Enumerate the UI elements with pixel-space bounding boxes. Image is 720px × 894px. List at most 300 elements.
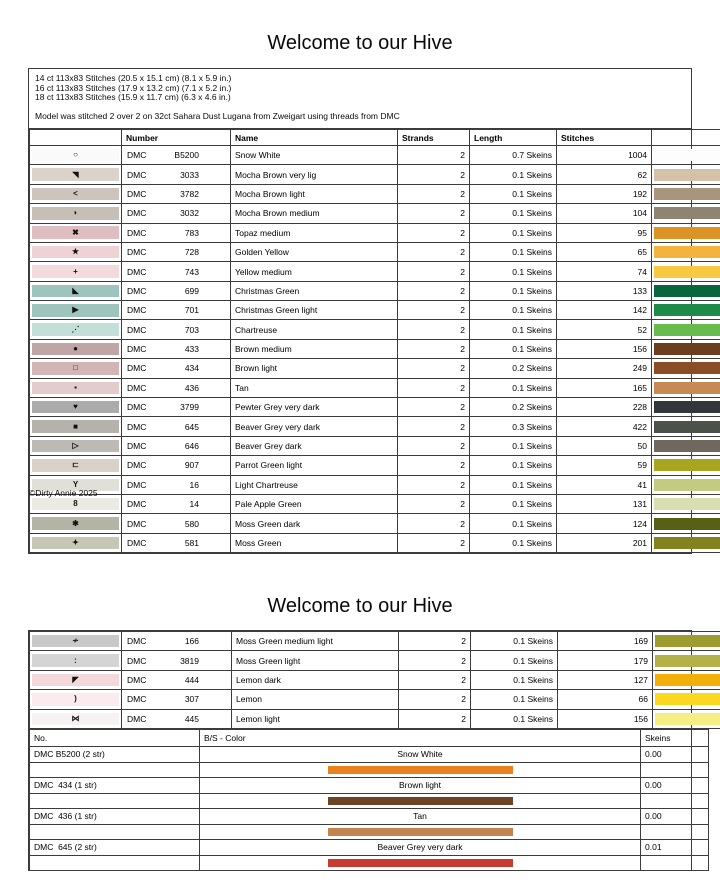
strands-cell: 2 <box>398 301 470 320</box>
color-name-cell: Moss Green light <box>232 651 399 670</box>
color-name-cell: Snow White <box>231 145 398 164</box>
strands-cell: 2 <box>398 417 470 436</box>
legend-row <box>30 417 720 436</box>
number-cell <box>122 514 231 533</box>
header-bs-color: B/S - Color <box>200 729 641 746</box>
legend-row <box>30 690 720 709</box>
dmc-number: 783 <box>184 227 199 238</box>
stitch-symbol: ◤ <box>72 674 79 684</box>
strands-cell: 2 <box>398 359 470 378</box>
legend-row <box>30 533 720 552</box>
dmc-number: 445 <box>184 713 199 724</box>
symbol-cell <box>30 204 122 223</box>
backstitch-bar-row <box>30 855 709 870</box>
stitches-cell: 104 <box>557 204 652 223</box>
thread-legend-table-continued <box>29 631 720 729</box>
color-name-cell: Yellow medium <box>231 262 398 281</box>
stitch-symbol: ○ <box>73 150 78 160</box>
color-name-cell: Topaz medium <box>231 223 398 242</box>
color-swatch <box>654 207 720 219</box>
dmc-prefix: DMC <box>127 363 147 374</box>
backstitch-skeins-cell: 0.00 <box>641 777 709 793</box>
stitch-symbol: ▷ <box>72 441 79 451</box>
dmc-number: 307 <box>184 694 199 705</box>
thread-legend-table <box>29 129 720 553</box>
stitches-cell: 142 <box>557 301 652 320</box>
swatch-cell <box>652 339 720 358</box>
header-bs-no: No. <box>30 729 200 746</box>
dmc-number: 581 <box>184 537 199 548</box>
strands-cell: 2 <box>398 436 470 455</box>
color-name-cell: Moss Green dark <box>231 514 398 533</box>
stitches-cell: 41 <box>557 475 652 494</box>
strands-cell: 2 <box>398 262 470 281</box>
stitches-cell: 192 <box>557 184 652 203</box>
page-title: Welcome to our Hive <box>267 595 453 617</box>
stitches-cell: 52 <box>557 320 652 339</box>
length-cell: 0.1 Skeins <box>470 533 557 552</box>
legend-header-row <box>30 130 720 146</box>
strands-cell: 2 <box>398 339 470 358</box>
color-swatch <box>654 227 720 239</box>
swatch-cell <box>652 456 720 475</box>
legend-row <box>30 165 720 184</box>
dmc-number: 699 <box>184 285 199 296</box>
symbol-cell <box>30 436 122 455</box>
dmc-prefix: DMC <box>127 479 147 490</box>
color-name-cell: Pewter Grey very dark <box>231 398 398 417</box>
symbol-cell <box>30 398 122 417</box>
stitches-cell: 156 <box>558 709 653 728</box>
stitches-cell: 124 <box>557 514 652 533</box>
legend-row <box>30 320 720 339</box>
dmc-number: 907 <box>184 460 199 471</box>
color-name-cell: Pale Apple Green <box>231 495 398 514</box>
number-cell <box>122 301 231 320</box>
number-cell <box>122 632 232 651</box>
dmc-prefix: DMC <box>127 518 147 529</box>
empty-cell <box>641 824 709 839</box>
stitch-symbol: ◥ <box>72 169 79 179</box>
length-cell: 0.1 Skeins <box>470 165 557 184</box>
strands-cell: 2 <box>398 456 470 475</box>
size-info-box <box>29 69 691 129</box>
size-info-line: 14 ct 113x83 Stitches (20.5 x 15.1 cm) (8.1 x 5.9 in.) <box>35 73 232 83</box>
stitches-cell: 50 <box>557 436 652 455</box>
strands-cell: 2 <box>398 514 470 533</box>
symbol-cell <box>30 262 122 281</box>
length-cell: 0.1 Skeins <box>470 514 557 533</box>
dmc-prefix: DMC <box>127 150 147 161</box>
stitches-cell: 62 <box>557 165 652 184</box>
backstitch-number-cell: DMC B5200 (2 str) <box>30 746 200 762</box>
number-cell <box>122 320 231 339</box>
backstitch-color-name-cell: Brown light <box>200 777 641 793</box>
legend-row <box>30 514 720 533</box>
strands-cell: 2 <box>398 165 470 184</box>
dmc-prefix: DMC <box>127 344 147 355</box>
backstitch-bar-row <box>30 824 709 839</box>
dmc-prefix: DMC <box>127 421 147 432</box>
swatch-cell <box>652 514 720 533</box>
stitches-cell: 156 <box>557 339 652 358</box>
empty-cell <box>30 855 200 870</box>
strands-cell: 2 <box>398 398 470 417</box>
symbol-cell <box>30 223 122 242</box>
length-cell: 0.1 Skeins <box>470 320 557 339</box>
dmc-prefix: DMC <box>127 285 147 296</box>
color-name-cell: Light Chartreuse <box>231 475 398 494</box>
length-cell: 0.1 Skeins <box>470 339 557 358</box>
stitch-symbol: ♥ <box>73 402 78 412</box>
stitch-symbol: ■ <box>73 421 78 431</box>
dmc-prefix: DMC <box>127 694 147 705</box>
number-cell <box>122 495 231 514</box>
stitches-cell: 133 <box>557 281 652 300</box>
legend-row <box>30 242 720 261</box>
strands-cell: 2 <box>399 709 471 728</box>
backstitch-skeins-cell: 0.00 <box>641 808 709 824</box>
color-name-cell: Lemon <box>232 690 399 709</box>
dmc-prefix: DMC <box>127 460 147 471</box>
dmc-prefix: DMC <box>127 537 147 548</box>
number-cell <box>122 378 231 397</box>
size-info-line: 16 ct 113x83 Stitches (17.9 x 13.2 cm) (7.1 x 5.2 in.) <box>35 82 232 93</box>
strands-cell: 2 <box>399 632 471 651</box>
dmc-number: 3032 <box>180 208 199 219</box>
color-swatch <box>655 693 720 705</box>
length-cell: 0.1 Skeins <box>471 632 558 651</box>
color-swatch <box>654 440 720 452</box>
backstitch-row <box>30 746 709 762</box>
empty-cell <box>641 793 709 808</box>
header-strands: Strands <box>398 130 470 146</box>
swatch-cell <box>652 262 720 281</box>
stitches-cell: 422 <box>557 417 652 436</box>
legend-row <box>30 632 720 651</box>
number-cell <box>122 475 231 494</box>
backstitch-number-cell: DMC 645 (2 str) <box>30 839 200 855</box>
number-cell <box>122 651 232 670</box>
length-cell: 0.1 Skeins <box>470 301 557 320</box>
stitches-cell: 249 <box>557 359 652 378</box>
swatch-cell <box>652 495 720 514</box>
number-cell <box>122 359 231 378</box>
stitch-symbol: Y <box>72 479 79 489</box>
stitch-symbol: ▶ <box>72 305 79 315</box>
dmc-number: 436 <box>184 382 199 393</box>
empty-cell <box>30 793 200 808</box>
dmc-prefix: DMC <box>127 188 147 199</box>
dmc-prefix: DMC <box>127 247 147 258</box>
length-cell: 0.1 Skeins <box>470 281 557 300</box>
color-name-cell: Brown light <box>231 359 398 378</box>
backstitch-skeins-cell: 0.01 <box>641 839 709 855</box>
legend-row <box>30 301 720 320</box>
color-name-cell: Parrot Green light <box>231 456 398 475</box>
color-name-cell: Golden Yellow <box>231 242 398 261</box>
swatch-cell <box>652 184 720 203</box>
color-swatch <box>655 635 720 647</box>
symbol-cell <box>30 709 122 728</box>
length-cell: 0.1 Skeins <box>471 651 558 670</box>
stitches-cell: 1004 <box>557 145 652 164</box>
length-cell: 0.7 Skeins <box>470 145 557 164</box>
backstitch-number-cell: DMC 434 (1 str) <box>30 777 200 793</box>
dmc-prefix: DMC <box>127 655 147 666</box>
symbol-cell <box>30 378 122 397</box>
dmc-number: 645 <box>184 421 199 432</box>
swatch-cell <box>652 359 720 378</box>
number-cell <box>122 242 231 261</box>
backstitch-bar-row <box>30 793 709 808</box>
header-symbol <box>30 130 122 146</box>
stitch-symbol: + <box>73 266 78 276</box>
dmc-number: 3819 <box>180 655 199 666</box>
legend-row <box>30 359 720 378</box>
strands-cell: 2 <box>399 690 471 709</box>
length-cell: 0.1 Skeins <box>470 378 557 397</box>
dmc-prefix: DMC <box>127 499 147 510</box>
backstitch-bar-cell <box>200 762 641 777</box>
model-info-line: Model was stitched 2 over 2 on 32ct Sahara Dust Lugana from Zweigart using threads from DMC <box>35 110 400 121</box>
symbol-cell <box>30 320 122 339</box>
legend-sheet-2 <box>28 630 692 871</box>
empty-cell <box>641 855 709 870</box>
symbol-cell <box>30 456 122 475</box>
length-cell: 0.1 Skeins <box>470 495 557 514</box>
color-swatch <box>654 246 720 258</box>
stitch-symbol: ✦ <box>72 537 79 547</box>
stitch-symbol: ● <box>73 344 78 354</box>
dmc-prefix: DMC <box>127 324 147 335</box>
backstitch-bar-row <box>30 762 709 777</box>
dmc-number: 444 <box>184 674 199 685</box>
stitch-symbol: ) <box>74 694 77 704</box>
symbol-cell <box>30 690 122 709</box>
number-cell <box>122 223 231 242</box>
dmc-number: B5200 <box>174 150 199 161</box>
backstitch-color-name-cell: Tan <box>200 808 641 824</box>
strands-cell: 2 <box>399 651 471 670</box>
swatch-cell <box>652 281 720 300</box>
symbol-cell <box>30 339 122 358</box>
strands-cell: 2 <box>398 533 470 552</box>
color-swatch <box>655 655 720 667</box>
length-cell: 0.1 Skeins <box>471 670 558 689</box>
dmc-number: 580 <box>184 518 199 529</box>
number-cell <box>122 262 231 281</box>
color-name-cell: Beaver Grey dark <box>231 436 398 455</box>
symbol-cell <box>30 359 122 378</box>
stitches-cell: 127 <box>558 670 653 689</box>
backstitch-row <box>30 839 709 855</box>
dmc-prefix: DMC <box>127 674 147 685</box>
symbol-cell <box>30 514 122 533</box>
legend-row <box>30 281 720 300</box>
dmc-prefix: DMC <box>127 402 147 413</box>
dmc-number: 701 <box>184 305 199 316</box>
swatch-cell <box>652 378 720 397</box>
page-title: Welcome to our Hive <box>267 32 453 54</box>
dmc-number: 3782 <box>180 188 199 199</box>
swatch-cell <box>652 475 720 494</box>
legend-row <box>30 475 720 494</box>
backstitch-bar-cell <box>200 855 641 870</box>
color-swatch <box>655 674 720 686</box>
swatch-cell <box>652 165 720 184</box>
color-name-cell: Mocha Brown very lig <box>231 165 398 184</box>
length-cell: 0.1 Skeins <box>470 436 557 455</box>
empty-cell <box>641 762 709 777</box>
legend-row <box>30 651 720 670</box>
color-swatch <box>654 266 720 278</box>
color-name-cell: Mocha Brown medium <box>231 204 398 223</box>
dmc-prefix: DMC <box>127 382 147 393</box>
header-stitches: Stitches <box>557 130 652 146</box>
color-swatch <box>654 188 720 200</box>
color-name-cell: Tan <box>231 378 398 397</box>
stitch-symbol: ⊏ <box>72 460 79 470</box>
color-swatch <box>654 479 720 491</box>
legend-row <box>30 145 720 164</box>
swatch-cell <box>652 533 720 552</box>
color-swatch <box>654 324 720 336</box>
number-cell <box>122 398 231 417</box>
color-name-cell: Moss Green medium light <box>232 632 399 651</box>
strands-cell: 2 <box>399 670 471 689</box>
stitches-cell: 65 <box>557 242 652 261</box>
copyright-notice: ©Dirty Annie 2025 <box>29 488 98 498</box>
color-name-cell: Moss Green <box>231 533 398 552</box>
dmc-number: 646 <box>184 441 199 452</box>
dmc-number: 434 <box>184 363 199 374</box>
backstitch-color-bar <box>328 828 513 836</box>
legend-row <box>30 456 720 475</box>
strands-cell: 2 <box>398 378 470 397</box>
stitch-symbol: 8 <box>73 499 78 509</box>
dmc-number: 743 <box>184 266 199 277</box>
backstitch-color-name-cell: Snow White <box>200 746 641 762</box>
backstitch-color-name-cell: Beaver Grey very dark <box>200 839 641 855</box>
dmc-prefix: DMC <box>127 441 147 452</box>
header-number: Number <box>122 130 231 146</box>
stitch-symbol: ⋰ <box>71 324 80 334</box>
dmc-number: 3033 <box>180 169 199 180</box>
header-length: Length <box>470 130 557 146</box>
stitches-cell: 228 <box>557 398 652 417</box>
strands-cell: 2 <box>398 204 470 223</box>
stitch-symbol: ★ <box>71 247 80 257</box>
symbol-cell <box>30 533 122 552</box>
stitch-symbol: ▪ <box>74 382 77 392</box>
empty-cell <box>30 824 200 839</box>
swatch-cell <box>652 204 720 223</box>
backstitch-skeins-cell: 0.00 <box>641 746 709 762</box>
dmc-prefix: DMC <box>127 305 147 316</box>
stitch-symbol: ✱ <box>72 518 79 528</box>
length-cell: 0.1 Skeins <box>470 262 557 281</box>
backstitch-row <box>30 777 709 793</box>
length-cell: 0.2 Skeins <box>470 398 557 417</box>
number-cell <box>122 145 231 164</box>
swatch-cell <box>652 301 720 320</box>
color-swatch <box>654 169 720 181</box>
stitches-cell: 201 <box>557 533 652 552</box>
number-cell <box>122 281 231 300</box>
strands-cell: 2 <box>398 475 470 494</box>
swatch-cell <box>652 223 720 242</box>
swatch-cell <box>652 417 720 436</box>
length-cell: 0.1 Skeins <box>471 709 558 728</box>
number-cell <box>122 165 231 184</box>
dmc-number: 14 <box>189 499 199 510</box>
legend-row <box>30 709 720 728</box>
dmc-number: 703 <box>184 324 199 335</box>
legend-row <box>30 204 720 223</box>
backstitch-number-cell: DMC 436 (1 str) <box>30 808 200 824</box>
number-cell <box>122 204 231 223</box>
length-cell: 0.1 Skeins <box>470 184 557 203</box>
swatch-cell <box>652 145 720 164</box>
strands-cell: 2 <box>398 184 470 203</box>
backstitch-color-bar <box>328 797 513 805</box>
stitches-cell: 74 <box>557 262 652 281</box>
color-swatch <box>654 149 720 161</box>
number-cell <box>122 533 231 552</box>
symbol-cell <box>30 165 122 184</box>
symbol-cell <box>30 145 122 164</box>
number-cell <box>122 690 232 709</box>
color-swatch <box>654 421 720 433</box>
color-swatch <box>655 713 720 725</box>
color-name-cell: Christmas Green <box>231 281 398 300</box>
header-bs-skeins: Skeins <box>641 729 709 746</box>
number-cell <box>122 456 231 475</box>
length-cell: 0.1 Skeins <box>470 223 557 242</box>
stitches-cell: 59 <box>557 456 652 475</box>
swatch-cell <box>652 398 720 417</box>
color-swatch <box>654 362 720 374</box>
legend-row <box>30 398 720 417</box>
number-cell <box>122 709 232 728</box>
color-name-cell: Lemon dark <box>232 670 399 689</box>
symbol-cell <box>30 242 122 261</box>
backstitch-color-bar <box>328 766 513 774</box>
stitches-cell: 179 <box>558 651 653 670</box>
color-swatch <box>654 518 720 530</box>
stitches-cell: 169 <box>558 632 653 651</box>
header-swatch <box>652 130 720 146</box>
length-cell: 0.3 Skeins <box>470 417 557 436</box>
size-info-line: 18 ct 113x83 Stitches (15.9 x 11.7 cm) (6.3 x 4.6 in.) <box>35 92 231 103</box>
length-cell: 0.2 Skeins <box>470 359 557 378</box>
strands-cell: 2 <box>398 223 470 242</box>
symbol-cell <box>30 670 122 689</box>
color-swatch <box>654 343 720 355</box>
backstitch-header-row <box>30 729 709 746</box>
color-swatch <box>654 285 720 297</box>
stitch-symbol: : <box>74 655 77 665</box>
number-cell <box>122 339 231 358</box>
strands-cell: 2 <box>398 242 470 261</box>
legend-row <box>30 436 720 455</box>
backstitch-bar-cell <box>200 793 641 808</box>
backstitch-table <box>29 729 709 871</box>
color-swatch <box>654 401 720 413</box>
number-cell <box>122 670 232 689</box>
swatch-cell <box>652 320 720 339</box>
